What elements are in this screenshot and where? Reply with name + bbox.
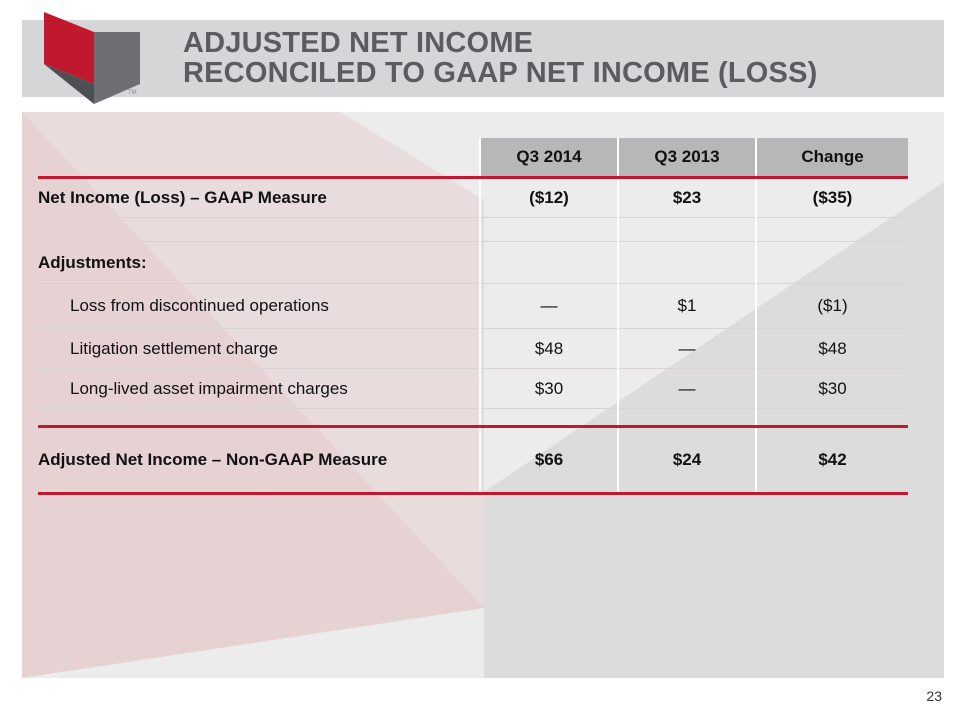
row-label bbox=[38, 409, 480, 427]
cell-q3-2014: ($12) bbox=[480, 178, 618, 218]
cell-q3-2013: $23 bbox=[618, 178, 756, 218]
total-q3-2013: $24 bbox=[618, 427, 756, 494]
table-row bbox=[38, 409, 908, 427]
cell-change: $48 bbox=[756, 329, 908, 369]
cell-q3-2014 bbox=[480, 242, 618, 284]
table-row bbox=[38, 178, 908, 218]
col-header-change: Change bbox=[756, 138, 908, 178]
row-label: Adjustments: bbox=[38, 242, 480, 284]
col-header-q3-2013: Q3 2013 bbox=[618, 138, 756, 178]
cell-q3-2014 bbox=[480, 409, 618, 427]
row-label: Net Income (Loss) – GAAP Measure bbox=[38, 178, 480, 218]
cell-q3-2013: — bbox=[618, 329, 756, 369]
total-label: Adjusted Net Income – Non-GAAP Measure bbox=[38, 450, 388, 469]
title-line-2: RECONCILED TO GAAP NET INCOME (LOSS) bbox=[183, 57, 818, 89]
cell-q3-2013: $1 bbox=[618, 284, 756, 329]
row-label: Litigation settlement charge bbox=[38, 329, 480, 369]
cell-q3-2013: — bbox=[618, 369, 756, 409]
reconciliation-table bbox=[38, 138, 908, 495]
company-logo bbox=[36, 12, 146, 104]
cell-q3-2014 bbox=[480, 218, 618, 242]
cell-change bbox=[756, 409, 908, 427]
header-blank-cell bbox=[38, 138, 480, 178]
row-label bbox=[38, 218, 480, 242]
table-row bbox=[38, 369, 908, 409]
table-row bbox=[38, 329, 908, 369]
title-line-1: ADJUSTED NET INCOME bbox=[183, 27, 534, 59]
table-row bbox=[38, 284, 908, 329]
table-row bbox=[38, 218, 908, 242]
cell-q3-2014: $30 bbox=[480, 369, 618, 409]
total-change: $42 bbox=[756, 427, 908, 494]
row-label: Loss from discontinued operations bbox=[38, 284, 480, 329]
cell-change: ($35) bbox=[756, 178, 908, 218]
cell-q3-2013 bbox=[618, 242, 756, 284]
cell-change bbox=[756, 218, 908, 242]
cell-change bbox=[756, 242, 908, 284]
cell-q3-2013 bbox=[618, 218, 756, 242]
page-number: 23 bbox=[926, 688, 942, 704]
page-title bbox=[183, 28, 818, 88]
cell-change: ($1) bbox=[756, 284, 908, 329]
table-header-row bbox=[38, 138, 908, 178]
logo-trademark: TM bbox=[128, 90, 137, 96]
cell-q3-2014: — bbox=[480, 284, 618, 329]
total-q3-2014: $66 bbox=[480, 427, 618, 494]
cell-q3-2014: $48 bbox=[480, 329, 618, 369]
logo-red-shape bbox=[44, 12, 94, 84]
cell-q3-2013 bbox=[618, 409, 756, 427]
row-label: Long-lived asset impairment charges bbox=[38, 369, 480, 409]
total-row bbox=[38, 427, 908, 494]
cell-change: $30 bbox=[756, 369, 908, 409]
table-row bbox=[38, 242, 908, 284]
col-header-q3-2014: Q3 2014 bbox=[480, 138, 618, 178]
